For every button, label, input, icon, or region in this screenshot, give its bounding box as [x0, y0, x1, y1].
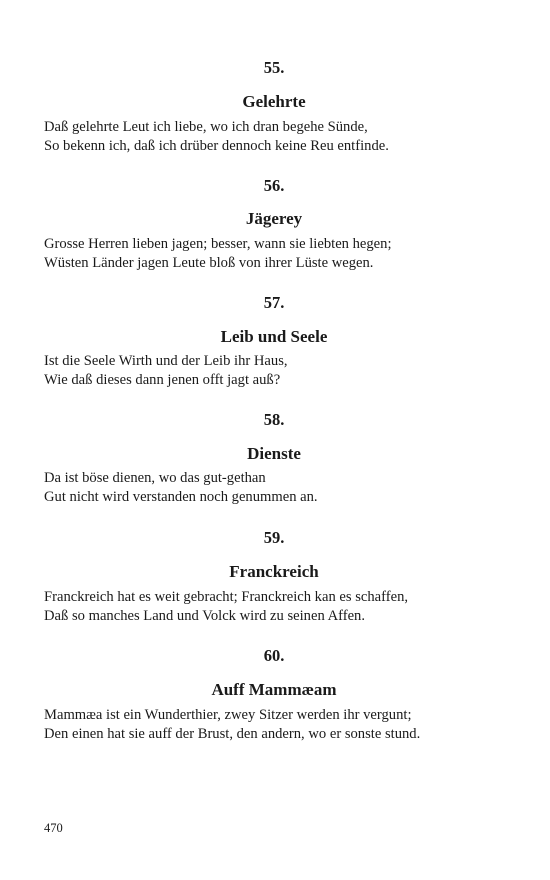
poem-line: Franckreich hat es weit gebracht; Franckreich kan es schaffen,	[44, 589, 409, 605]
poem-line: Ist die Seele Wirth und der Leib ihr Haus,	[44, 353, 288, 369]
poem-58	[44, 410, 504, 505]
poem-line: Da ist böse dienen, wo das gut-gethan	[44, 470, 266, 486]
poem-line: Daß gelehrte Leut ich liebe, wo ich dran begehe Sünde,	[44, 119, 368, 135]
poem-number: 59.	[263, 528, 285, 547]
poem-line: Gut nicht wird verstanden noch genummen an.	[44, 489, 318, 505]
poem-title: Franckreich	[229, 562, 319, 581]
poem-line: Mammæa ist ein Wunderthier, zwey Sitzer werden ihr vergunt;	[44, 707, 412, 723]
poem-title: Dienste	[247, 444, 301, 463]
poem-title: Auff Mammæam	[211, 680, 337, 699]
poem-60	[44, 646, 504, 742]
poem-57	[44, 293, 504, 388]
poem-number: 60.	[263, 646, 285, 665]
poem-title: Jägerey	[245, 209, 303, 228]
poem-title: Leib und Seele	[220, 327, 328, 346]
poem-line: Grosse Herren lieben jagen; besser, wann sie liebten hegen;	[44, 236, 392, 252]
poem-56	[44, 176, 504, 271]
poem-line: Wie daß dieses dann jenen offt jagt auß?	[44, 372, 281, 388]
poem-title: Gelehrte	[242, 92, 306, 111]
poem-number: 58.	[263, 410, 285, 429]
poem-number: 57.	[263, 293, 285, 312]
poem-line: Wüsten Länder jagen Leute bloß von ihrer Lüste wegen.	[44, 255, 374, 271]
poem-number: 56.	[263, 176, 285, 195]
poem-line: Daß so manches Land und Volck wird zu seinen Affen.	[44, 608, 365, 624]
poem-number: 55.	[263, 58, 285, 77]
poem-55	[44, 58, 504, 154]
poem-line: So bekenn ich, daß ich drüber dennoch keine Reu entfinde.	[44, 138, 389, 154]
poem-59	[44, 528, 504, 624]
page-number: 470	[44, 821, 63, 835]
poem-line: Den einen hat sie auff der Brust, den andern, wo er sonste stund.	[44, 726, 421, 742]
